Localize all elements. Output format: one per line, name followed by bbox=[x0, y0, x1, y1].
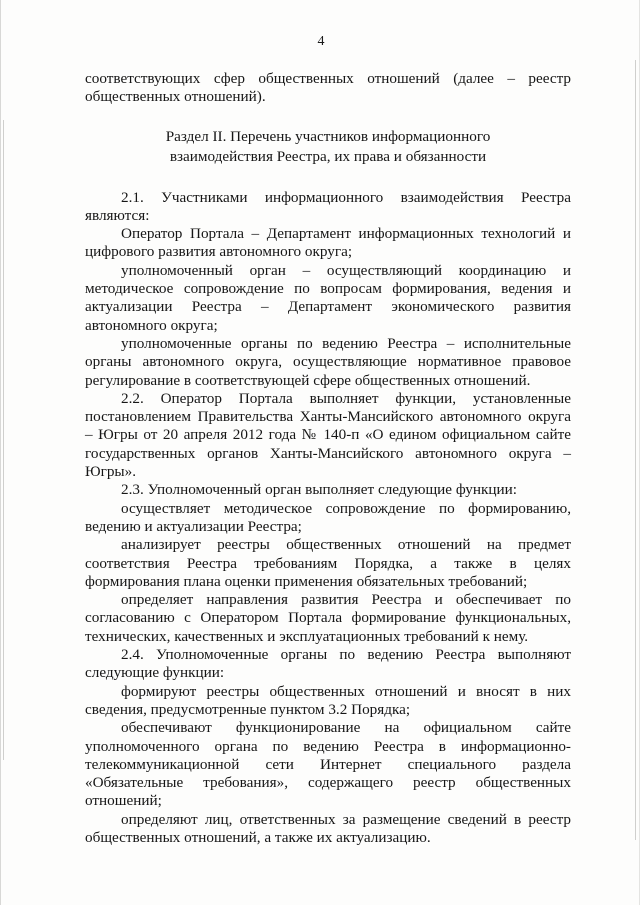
paragraph-2-2: 2.2. Оператор Портала выполняет функции, установленные постановлением Правительства Ханты-Мансийского автономного округа – Югры от 20 апреля 2012 года № 140-п «О едином официальном сайте государственных органов Ханты-Мансийского автономного округа – Югры». bbox=[85, 389, 571, 481]
paragraph-define-persons: определяют лиц, ответственных за размещение сведений в реестр общественных отношений, а также их актуализацию. bbox=[85, 810, 571, 846]
scan-edge-mark-right bbox=[635, 60, 636, 840]
scan-edge-mark-left bbox=[3, 120, 4, 760]
paragraph-ensure-functioning: обеспечивают функционирование на официальном сайте уполномоченного органа по ведению Реестра в информационно-телекоммуникационной сети Интернет специального раздела «Обязательные требования», содержащего реестр общественных отношений; bbox=[85, 719, 571, 810]
paragraph-2-4: 2.4. Уполномоченные органы по ведению Реестра выполняют следующие функции: bbox=[85, 646, 571, 682]
paragraph-form-registries: формируют реестры общественных отношений и вносят в них сведения, предусмотренные пунктом 3.2 Порядка; bbox=[85, 682, 571, 718]
section-heading bbox=[85, 127, 571, 167]
paragraph-2-1: 2.1. Участниками информационного взаимодействия Реестра являются: bbox=[85, 188, 571, 224]
page-number: 4 bbox=[317, 34, 325, 49]
paragraph-methodical-support: осуществляет методическое сопровождение по формированию, ведению и актуализации Реестра; bbox=[85, 499, 571, 535]
paragraph-2-3: 2.3. Уполномоченный орган выполняет следующие функции: bbox=[121, 481, 517, 499]
section-heading-line-2: взаимодействия Реестра, их права и обязанности bbox=[169, 147, 487, 165]
section-heading-line-1: Раздел II. Перечень участников информационного bbox=[165, 127, 491, 145]
document-body bbox=[85, 70, 571, 847]
paragraph-authorized-body: уполномоченный орган – осуществляющий координацию и методическое сопровождение по вопросам формирования, ведения и актуализации Реестра – Департамент экономического развития автономного округа; bbox=[85, 261, 571, 334]
paragraph-registry-bodies: уполномоченные органы по ведению Реестра – исполнительные органы автономного округа, осуществляющие нормативное правовое регулирование в соответствующей сфере общественных отношений. bbox=[85, 334, 571, 389]
paragraph-development-directions: определяет направления развития Реестра и обеспечивает по согласованию с Оператором Портала формирование функциональных, технических, качественных и эксплуатационных требований к нему. bbox=[85, 591, 571, 645]
paragraph-portal-operator: Оператор Портала – Департамент информационных технологий и цифрового развития автономного округа; bbox=[85, 225, 571, 261]
paragraph-analyzes-registries: анализирует реестры общественных отношений на предмет соответствия Реестра требованиям Порядка, а также в целях формирования плана оценки применения обязательных требований; bbox=[85, 536, 571, 590]
intro-paragraph: соответствующих сфер общественных отношений (далее – реестр общественных отношений). bbox=[85, 70, 571, 106]
